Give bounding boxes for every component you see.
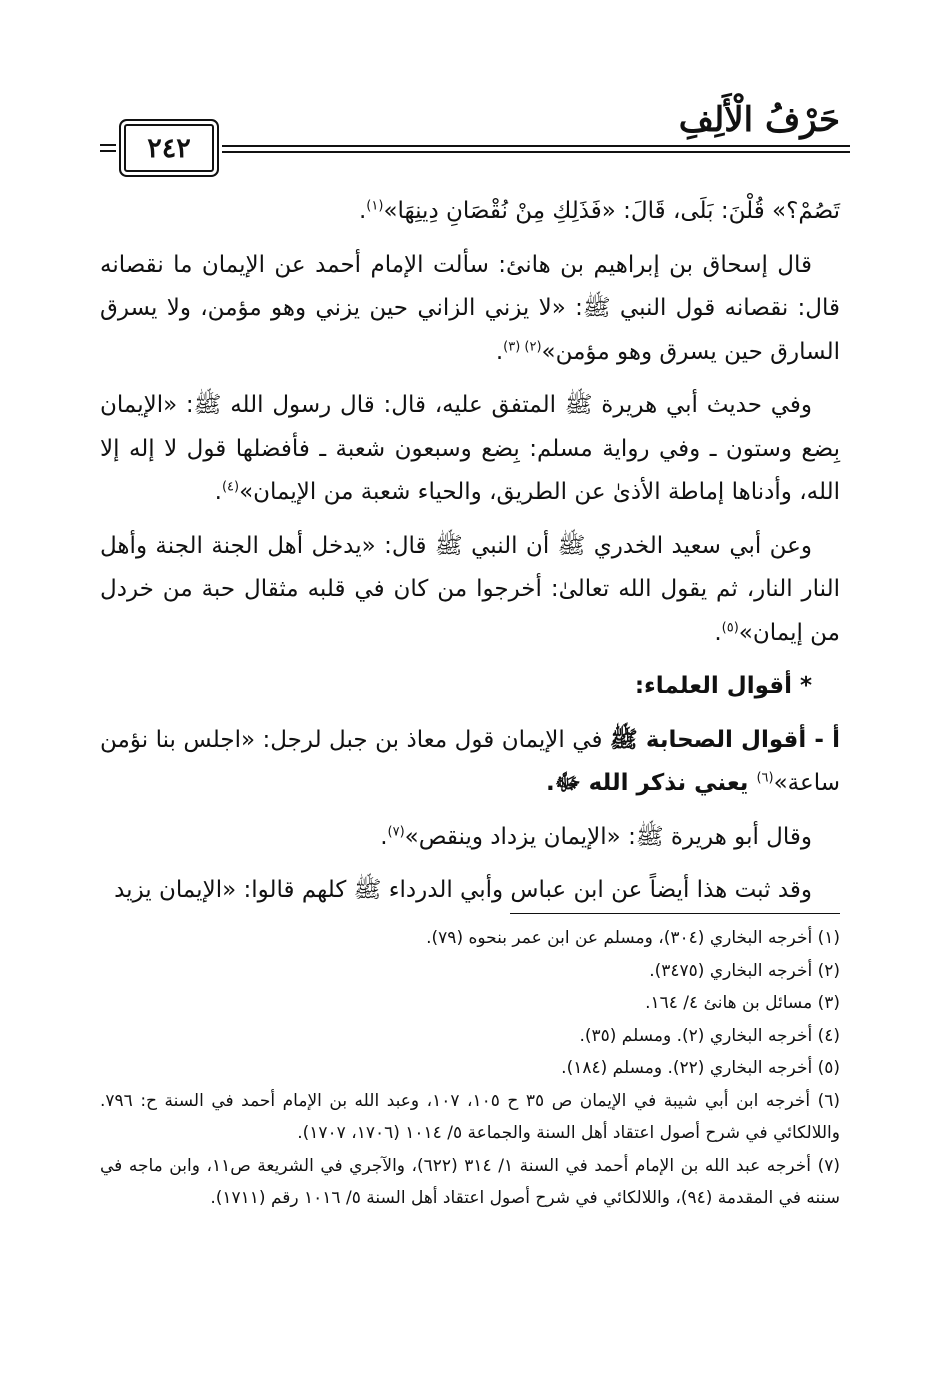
footnote: (٦) أخرجه ابن أبي شيبة في الإيمان ص ٣٥ ح ١٠٥، ١٠٧، وعبد الله بن الإمام أحمد في السنة ح: ٧٩٦. واللالكائي في شرح أصول اعتقاد أهل السنة والجماعة ٥/ ١٠١٤ (١٧٠٦، ١٧٠٧). — [100, 1090, 841, 1143]
footnote-ref[interactable]: (٢) (٣) — [503, 338, 542, 354]
paragraph-tail: يعني نذكر الله ﷻ. — [545, 770, 757, 796]
page-header — [90, 98, 850, 188]
section-heading: * أقوال العلماء: — [634, 673, 812, 699]
chapter-title: حَرْفُ الْأَلِفِ — [678, 100, 840, 140]
footnote-ref[interactable]: (٦) — [756, 770, 774, 786]
footnote: (٣) مسائل بن هانئ ٤/ ١٦٤. — [645, 993, 840, 1013]
paragraph-text: وقال أبو هريرة ﷺ: «الإيمان يزداد وينقص» — [404, 823, 812, 850]
paragraph: وقال أبو هريرة ﷺ: «الإيمان يزداد وينقص»$^{(٧)}$. — [380, 823, 812, 850]
paragraph: وفي حديث أبي هريرة ﷺ المتفق عليه، قال: قال رسول الله ﷺ: «الإيمان بِضع وستون ـ وفي رواية مسلم: بِضع وسبعون شعبة ـ فأفضلها قول لا إله إلا الله، وأدناها إماطة الأذىٰ عن الطريق، والحياء شعبة من الإيمان»$^{(٤)}$. — [100, 392, 840, 505]
paragraph: وعن أبي سعيد الخدري ﷺ أن النبي ﷺ قال: «يدخل أهل الجنة الجنة وأهل النار النار، ثم يقول الله تعالىٰ: أخرجوا من كان في قلبه مثقال حبة من خردل من إيمان»$^{(٥)}$. — [100, 532, 840, 646]
footnote-ref[interactable]: (٤) — [221, 479, 240, 495]
main-text — [100, 190, 840, 923]
footnote: (٥) أخرجه البخاري (٢٢). ومسلم (١٨٤). — [561, 1058, 840, 1078]
footnote-ref[interactable]: (٧) — [387, 823, 405, 839]
paragraph-text: وفي حديث أبي هريرة ﷺ المتفق عليه، قال: قال رسول الله ﷺ: «الإيمان بِضع وستون ـ وفي رواية مسلم: بِضع وسبعون شعبة ـ فأفضلها قول لا إله إلا الله، وأدناها إماطة الأذىٰ عن الطريق، والحياء شعبة من الإيمان» — [100, 392, 840, 505]
footnote-ref[interactable]: (٥) — [721, 619, 739, 635]
paragraph — [100, 869, 840, 913]
paragraph — [100, 719, 840, 806]
header-double-rule — [222, 145, 850, 153]
footnote-ref[interactable]: (١) — [366, 198, 384, 214]
footnotes — [100, 922, 840, 1215]
footnote: (٢) أخرجه البخاري (٣٤٧٥). — [649, 960, 840, 981]
paragraph-text: في الإيمان قول معاذ بن جبل لرجل: «اجلس بنا نؤمن ساعة» — [100, 726, 840, 796]
page-number: ٢٤٢ — [124, 124, 214, 172]
paragraph-lead: أ - أقوال الصحابة ﷺ — [609, 726, 841, 753]
header-left-dash — [100, 144, 116, 152]
footnote: (٤) أخرجه البخاري (٢). ومسلم (٣٥). — [579, 1025, 840, 1046]
paragraph-text: قال إسحاق بن إبراهيم بن هانئ: سألت الإمام أحمد عن الإيمان ما نقصانه قال: نقصانه قول النبي ﷺ: «لا يزني الزاني حين يزني وهو مؤمن، ولا يسرق السارق حين يسرق وهو مؤمن» — [100, 251, 840, 365]
paragraph: تَصُمْ؟» قُلْنَ: بَلَى، قَالَ: «فَذَلِكِ مِنْ نُقْصَانِ دِينِهَا»$^{(١)}$. — [358, 198, 840, 224]
footnote: (٧) أخرجه عبد الله بن الإمام أحمد في السنة ١/ ٣١٤ (٦٢٢)، والآجري في الشريعة ص١١، وابن ماجه في سننه في المقدمة (٩٤)، واللالكائي في شرح أصول اعتقاد أهل السنة ٥/ ١٠١٦ رقم (١٧١١). — [100, 1155, 840, 1208]
footnote: (١) أخرجه البخاري (٣٠٤)، ومسلم عن ابن عمر بنحوه (٧٩). — [426, 928, 840, 948]
paragraph-text: وعن أبي سعيد الخدري ﷺ أن النبي ﷺ قال: «يدخل أهل الجنة الجنة وأهل النار النار، ثم يقول الله تعالىٰ: أخرجوا من كان في قلبه مثقال حبة من خردل من إيمان» — [100, 532, 840, 646]
paragraph: قال إسحاق بن إبراهيم بن هانئ: سألت الإمام أحمد عن الإيمان ما نقصانه قال: نقصانه قول النبي ﷺ: «لا يزني الزاني حين يزني وهو مؤمن، ولا يسرق السارق حين يسرق وهو مؤمن»$^{(٢) (٣)}$. — [100, 251, 840, 365]
footnote-separator — [510, 913, 840, 914]
paragraph-text: تَصُمْ؟» قُلْنَ: بَلَى، قَالَ: «فَذَلِكِ مِنْ نُقْصَانِ دِينِهَا» — [383, 198, 840, 224]
paragraph-text: وقد ثبت هذا أيضاً عن ابن عباس وأبي الدرداء ﷺ كلهم قالوا: «الإيمان يزيد — [114, 877, 812, 903]
